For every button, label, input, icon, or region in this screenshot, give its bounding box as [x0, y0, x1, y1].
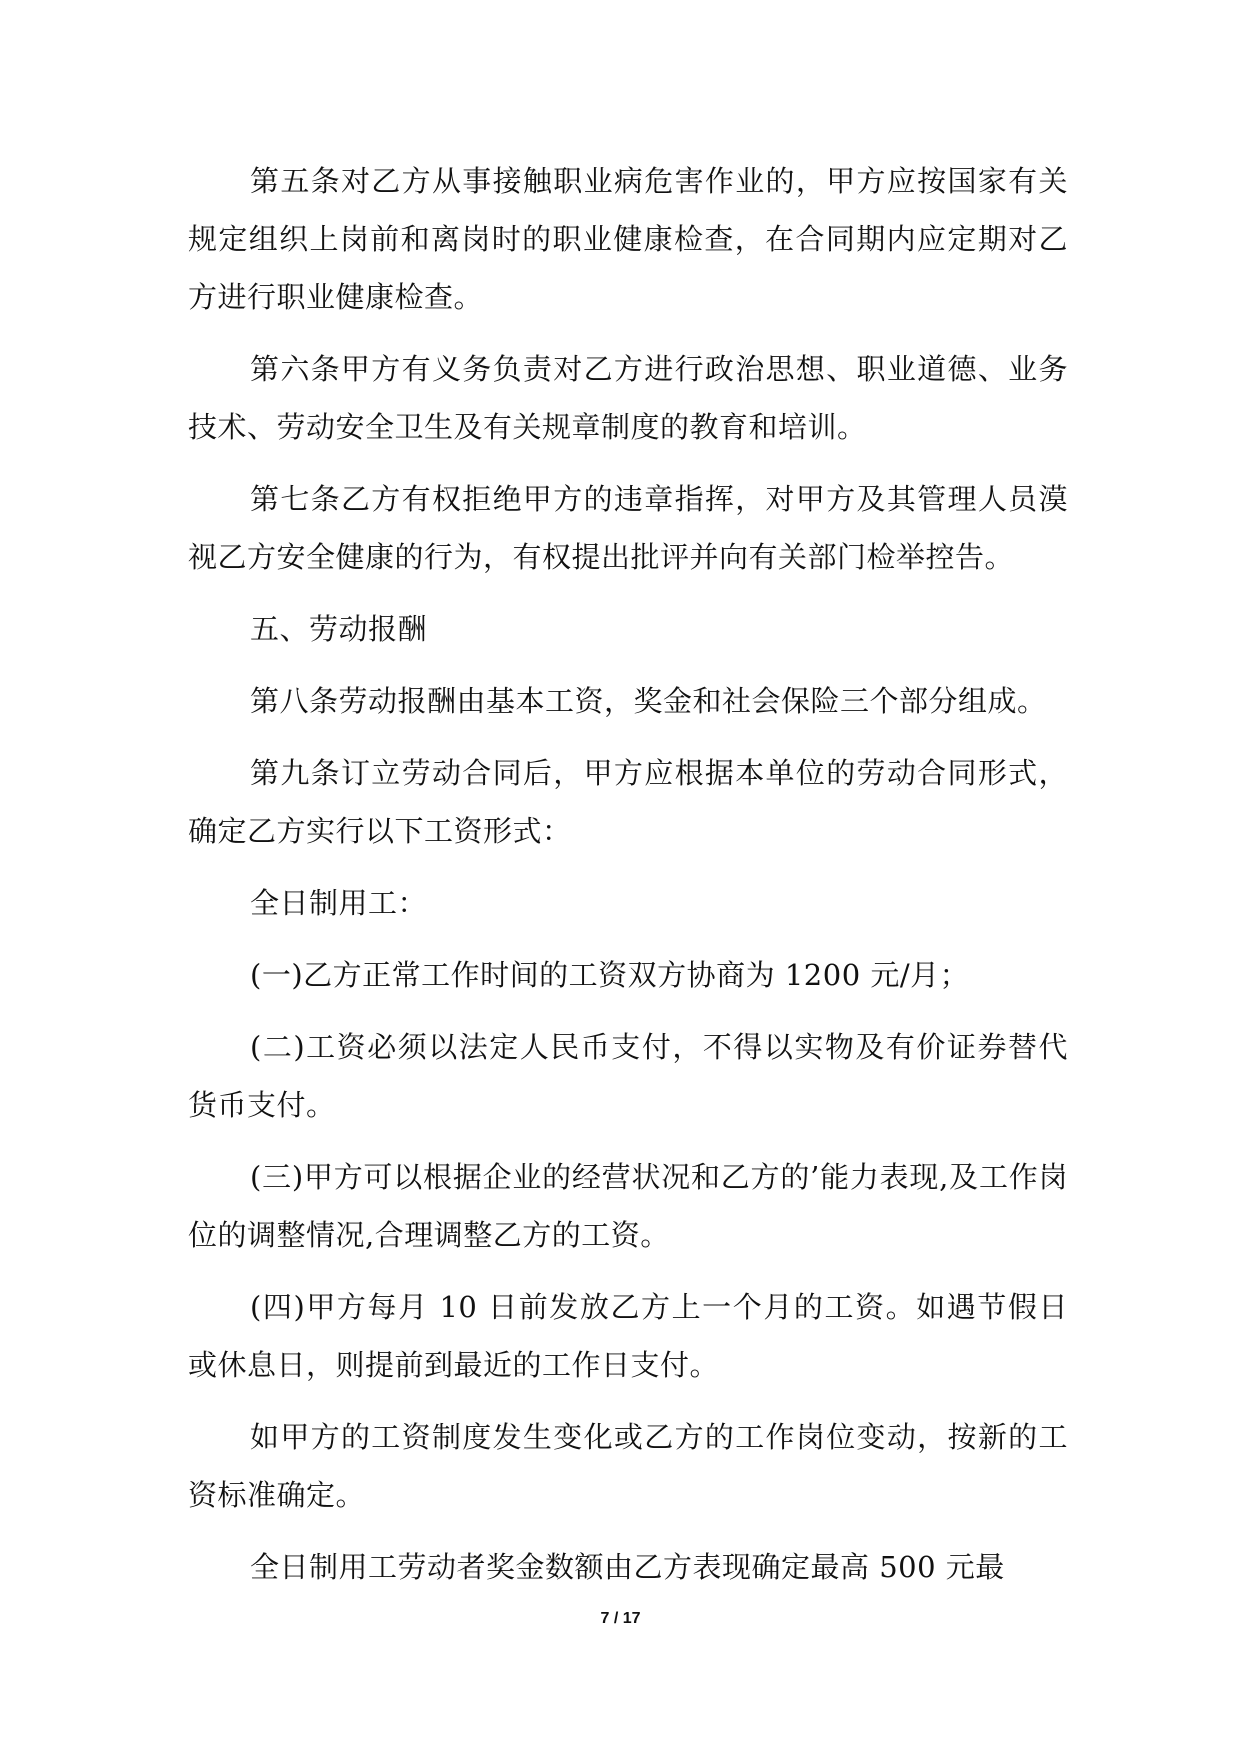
section-heading-remuneration: 五、劳动报酬 [250, 612, 428, 646]
paragraph-article-7: 第七条乙方有权拒绝甲方的违章指挥，对甲方及其管理人员漠视乙方安全健康的行为，有权提出批评并向有关部门检举控告。 [188, 482, 1068, 574]
paragraph-item-2: (二)工资必须以法定人民币支付，不得以实物及有价证券替代货币支付。 [188, 1030, 1068, 1122]
paragraph-wage-change: 如甲方的工资制度发生变化或乙方的工作岗位变动，按新的工资标准确定。 [188, 1420, 1068, 1512]
page-number: 7 / 17 [600, 1610, 641, 1627]
paragraph-bonus: 全日制用工劳动者奖金数额由乙方表现确定最高 500 元最 [250, 1550, 1005, 1584]
paragraph-article-9: 第九条订立劳动合同后，甲方应根据本单位的劳动合同形式，确定乙方实行以下工资形式： [188, 756, 1068, 848]
paragraph-article-8: 第八条劳动报酬由基本工资，奖金和社会保险三个部分组成。 [250, 684, 1047, 718]
paragraph-item-4: (四)甲方每月 10 日前发放乙方上一个月的工资。如遇节假日或休息日，则提前到最近的工作日支付。 [188, 1290, 1068, 1382]
document-body [188, 152, 1068, 1610]
paragraph-article-6: 第六条甲方有义务负责对乙方进行政治思想、职业道德、业务技术、劳动安全卫生及有关规章制度的教育和培训。 [188, 352, 1068, 444]
paragraph-item-1: (一)乙方正常工作时间的工资双方协商为 1200 元/月； [250, 958, 970, 992]
paragraph-item-3: (三)甲方可以根据企业的经营状况和乙方的’能力表现,及工作岗位的调整情况,合理调整乙方的工资。 [188, 1160, 1068, 1252]
paragraph-full-time-label: 全日制用工： [250, 886, 428, 920]
paragraph-article-5: 第五条对乙方从事接触职业病危害作业的，甲方应按国家有关规定组织上岗前和离岗时的职业健康检查，在合同期内应定期对乙方进行职业健康检查。 [188, 164, 1068, 314]
